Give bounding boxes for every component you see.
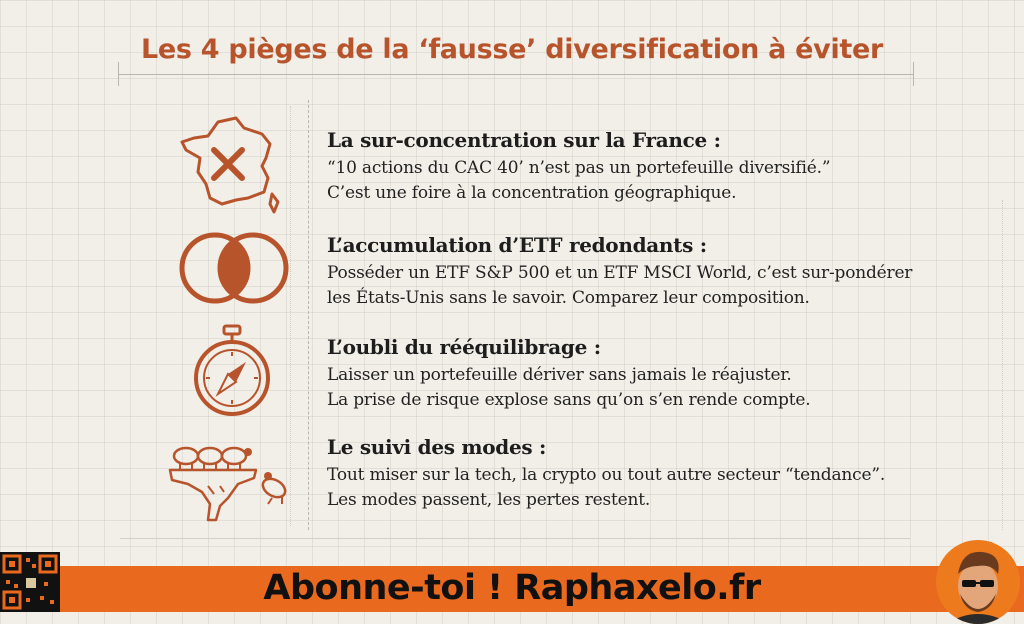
compass-icon bbox=[190, 322, 274, 418]
trap-line: Laisser un portefeuille dériver sans jamais le réajuster. bbox=[327, 365, 792, 385]
trap-line: Tout miser sur la tech, la crypto ou tout autre secteur “tendance”. bbox=[327, 465, 886, 485]
subscribe-link[interactable]: Abonne-toi ! Raphaxelo.fr bbox=[263, 568, 761, 608]
trap-heading: Le suivi des modes : bbox=[327, 435, 547, 459]
title-tick-left bbox=[118, 62, 119, 86]
avatar bbox=[936, 540, 1020, 624]
france-map-cross-icon bbox=[178, 114, 288, 218]
trap-line: C’est une foire à la concentration géographique. bbox=[327, 183, 737, 203]
title-underline bbox=[118, 74, 914, 75]
trap-item-rebalancing bbox=[327, 334, 987, 413]
trap-line: “10 actions du CAC 40’ n’est pas un portefeuille diversifié.” bbox=[327, 158, 831, 178]
trap-item-etf bbox=[327, 232, 987, 311]
divider-bottom bbox=[120, 538, 910, 539]
divider-dashed bbox=[308, 100, 309, 530]
trap-heading: La sur-concentration sur la France : bbox=[327, 128, 721, 152]
trap-item-trends bbox=[327, 434, 987, 513]
trap-description bbox=[327, 261, 987, 311]
trap-description bbox=[327, 363, 987, 413]
trap-description bbox=[327, 156, 987, 206]
trap-line: La prise de risque explose sans qu’on s’en rende compte. bbox=[327, 390, 811, 410]
trap-heading: L’accumulation d’ETF redondants : bbox=[327, 233, 707, 257]
trap-heading: L’oubli du rééquilibrage : bbox=[327, 335, 601, 359]
trap-line: les États-Unis sans le savoir. Comparez leur composition. bbox=[327, 288, 810, 308]
trap-line: Les modes passent, les pertes restent. bbox=[327, 490, 651, 510]
divider-right bbox=[1002, 200, 1003, 530]
qr-code-icon[interactable] bbox=[0, 552, 60, 612]
sheep-cliff-icon bbox=[168, 440, 296, 526]
title-tick-right bbox=[913, 62, 914, 86]
trap-description bbox=[327, 463, 987, 513]
trap-line: Posséder un ETF S&P 500 et un ETF MSCI World, c’est sur-pondérer bbox=[327, 263, 913, 283]
trap-item-france bbox=[327, 127, 987, 206]
page-title: Les 4 pièges de la ‘fausse’ diversification à éviter bbox=[140, 34, 884, 65]
overlapping-circles-icon bbox=[177, 228, 291, 308]
